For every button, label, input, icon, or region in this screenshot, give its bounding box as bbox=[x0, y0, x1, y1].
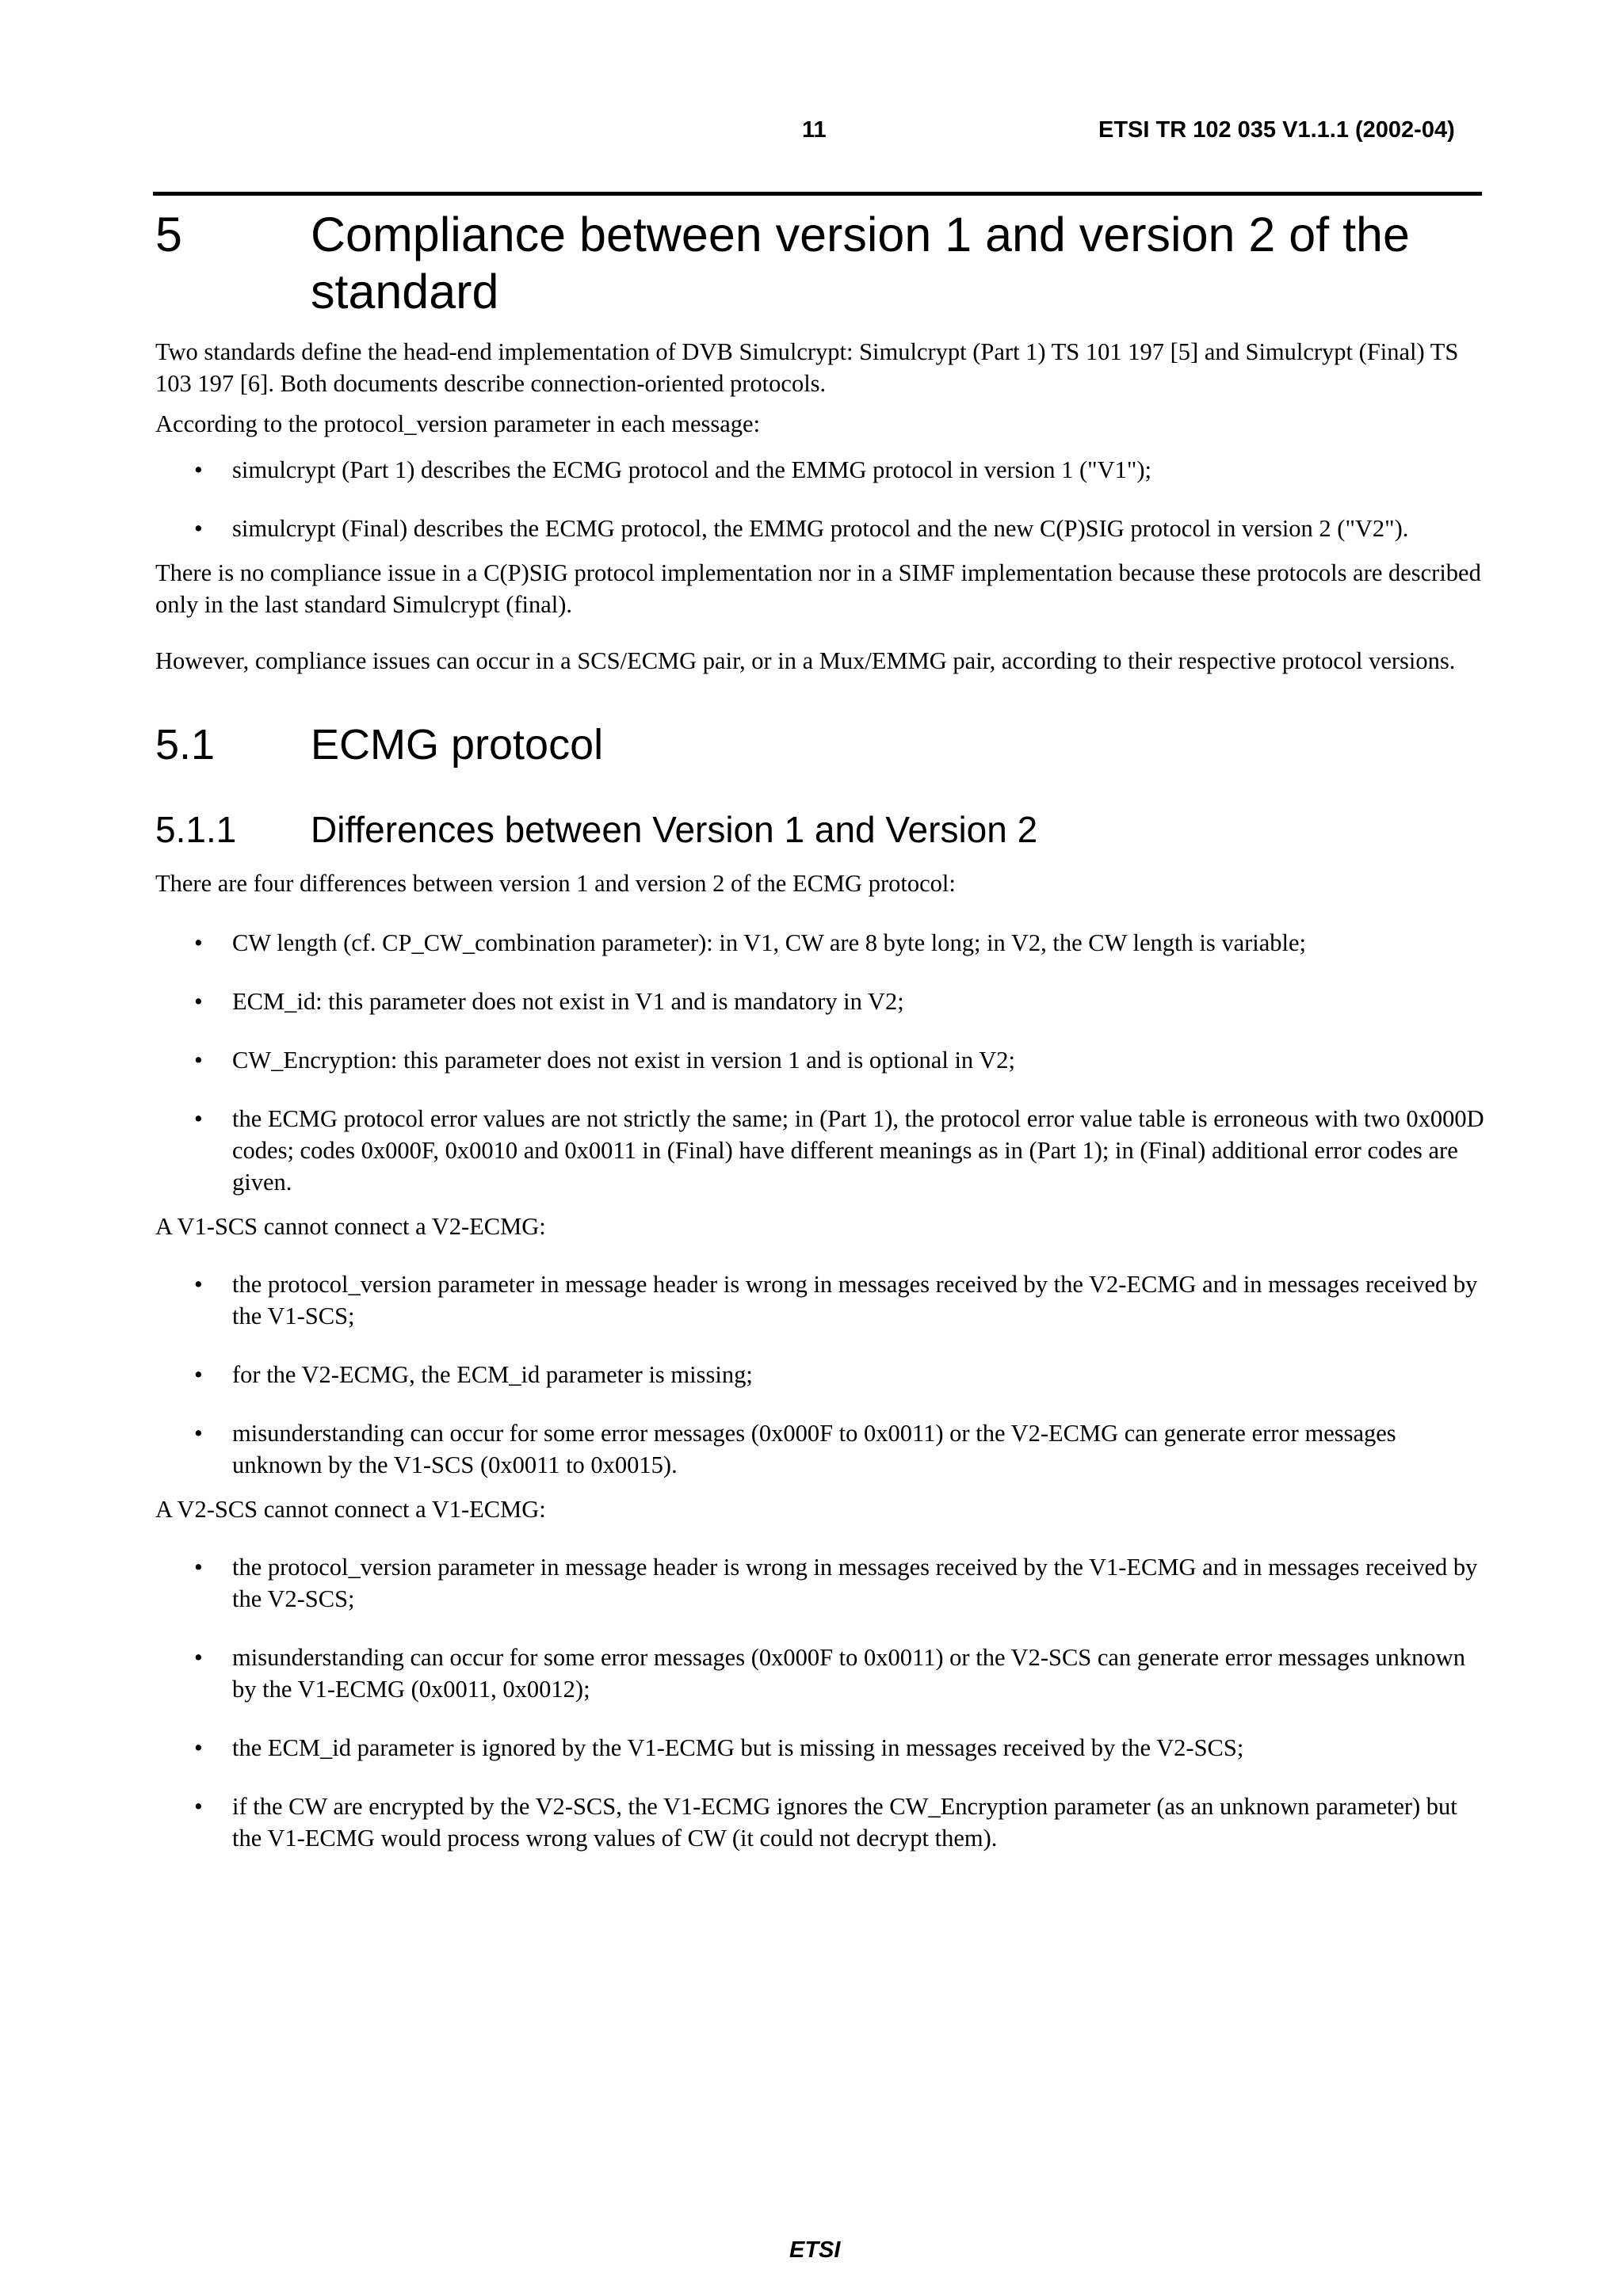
list-item: • misunderstanding can occur for some error messages (0x000F to 0x0011) or the V2-ECMG can generate error messages unknown by the V1-SCS (0x0011 to 0x0015). bbox=[155, 1417, 1487, 1481]
bullet-icon: • bbox=[194, 1361, 203, 1388]
list-item: • for the V2-ECMG, the ECM_id parameter is missing; bbox=[155, 1359, 1487, 1390]
footer-label: ETSI bbox=[789, 2237, 841, 2263]
list-item: • if the CW are encrypted by the V2-SCS, the V1-ECMG ignores the CW_Encryption parameter (as an unknown parameter) but the V1-ECMG would process wrong values of CW (it could not decrypt them). bbox=[155, 1791, 1487, 1854]
bullet-icon: • bbox=[194, 1793, 203, 1820]
v2-scs-list bbox=[155, 1551, 1487, 1854]
document-reference: ETSI TR 102 035 V1.1.1 (2002-04) bbox=[1098, 117, 1455, 143]
list-item: • the protocol_version parameter in message header is wrong in messages received by the V2-ECMG and in messages received by the V1-SCS; bbox=[155, 1268, 1487, 1332]
differences-list bbox=[155, 927, 1487, 1198]
bullet-icon: • bbox=[194, 1644, 203, 1671]
section-title: Differences between Version 1 and Version 2 bbox=[311, 809, 1038, 850]
page-number: 11 bbox=[802, 117, 827, 143]
bullet-icon: • bbox=[194, 456, 203, 483]
header-rule bbox=[153, 192, 1482, 196]
paragraph: There are four differences between version 1 and version 2 of the ECMG protocol: bbox=[155, 870, 956, 897]
bullet-icon: • bbox=[194, 1734, 203, 1761]
section-title: Compliance between version 1 and version 2 of the standard bbox=[311, 208, 1410, 318]
section-number: 5 bbox=[155, 208, 182, 261]
paragraph: Two standards define the head-end implementation of DVB Simulcrypt: Simulcrypt (Part 1) TS 101 197 [5] and Simulcrypt (Final) TS 103 197 [6]. Both documents describe connection-oriented protocols. bbox=[155, 338, 1459, 397]
bullet-icon: • bbox=[194, 515, 203, 542]
list-item: • the protocol_version parameter in message header is wrong in messages received by the V1-ECMG and in messages received by the V2-SCS; bbox=[155, 1551, 1487, 1615]
section-5-heading bbox=[155, 206, 1487, 320]
paragraph: A V1-SCS cannot connect a V2-ECMG: bbox=[155, 1213, 546, 1240]
list-item: • ECM_id: this parameter does not exist in V1 and is mandatory in V2; bbox=[155, 986, 1487, 1017]
bullet-icon: • bbox=[194, 929, 203, 956]
page-content bbox=[155, 203, 1487, 1854]
list-item: • the ECMG protocol error values are not strictly the same; in (Part 1), the protocol error value table is erroneous with two 0x000D codes; codes 0x000F, 0x0010 and 0x0011 in (Final) have different meanings as in (Part 1); in (Final) additional error codes are given. bbox=[155, 1103, 1487, 1198]
list-item: • misunderstanding can occur for some error messages (0x000F to 0x0011) or the V2-SCS can generate error messages unknown by the V1-ECMG (0x0011, 0x0012); bbox=[155, 1642, 1487, 1705]
bullet-icon: • bbox=[194, 988, 203, 1015]
list-item: • the ECM_id parameter is ignored by the V1-ECMG but is missing in messages received by the V2-SCS; bbox=[155, 1732, 1487, 1764]
bullet-icon: • bbox=[194, 1047, 203, 1074]
v1-scs-list bbox=[155, 1268, 1487, 1481]
bullet-icon: • bbox=[194, 1554, 203, 1581]
paragraph: According to the protocol_version parameter in each message: bbox=[155, 410, 761, 437]
paragraph: A V2-SCS cannot connect a V1-ECMG: bbox=[155, 1496, 546, 1523]
list-item: • CW_Encryption: this parameter does not exist in version 1 and is optional in V2; bbox=[155, 1044, 1487, 1076]
section-5-1-heading bbox=[155, 718, 1487, 772]
bullet-icon: • bbox=[194, 1105, 203, 1132]
section-5-1-1-heading bbox=[155, 807, 1487, 852]
section-number: 5.1 bbox=[155, 721, 216, 769]
list-item: • CW length (cf. CP_CW_combination parameter): in V1, CW are 8 byte long; in V2, the CW length is variable; bbox=[155, 927, 1487, 959]
section-title: ECMG protocol bbox=[311, 721, 604, 769]
list-item: • simulcrypt (Final) describes the ECMG protocol, the EMMG protocol and the new C(P)SIG protocol in version 2 ("V2"). bbox=[155, 513, 1487, 544]
bullet-icon: • bbox=[194, 1420, 203, 1447]
list-item: • simulcrypt (Part 1) describes the ECMG protocol and the EMMG protocol in version 1 ("V1"); bbox=[155, 454, 1487, 486]
paragraph: There is no compliance issue in a C(P)SIG protocol implementation nor in a SIMF implementation because these protocols are described only in the last standard Simulcrypt (final). bbox=[155, 559, 1481, 618]
bullet-list bbox=[155, 454, 1487, 544]
section-number: 5.1.1 bbox=[155, 809, 237, 850]
paragraph: However, compliance issues can occur in a SCS/ECMG pair, or in a Mux/EMMG pair, according to their respective protocol versions. bbox=[155, 647, 1456, 674]
bullet-icon: • bbox=[194, 1271, 203, 1298]
